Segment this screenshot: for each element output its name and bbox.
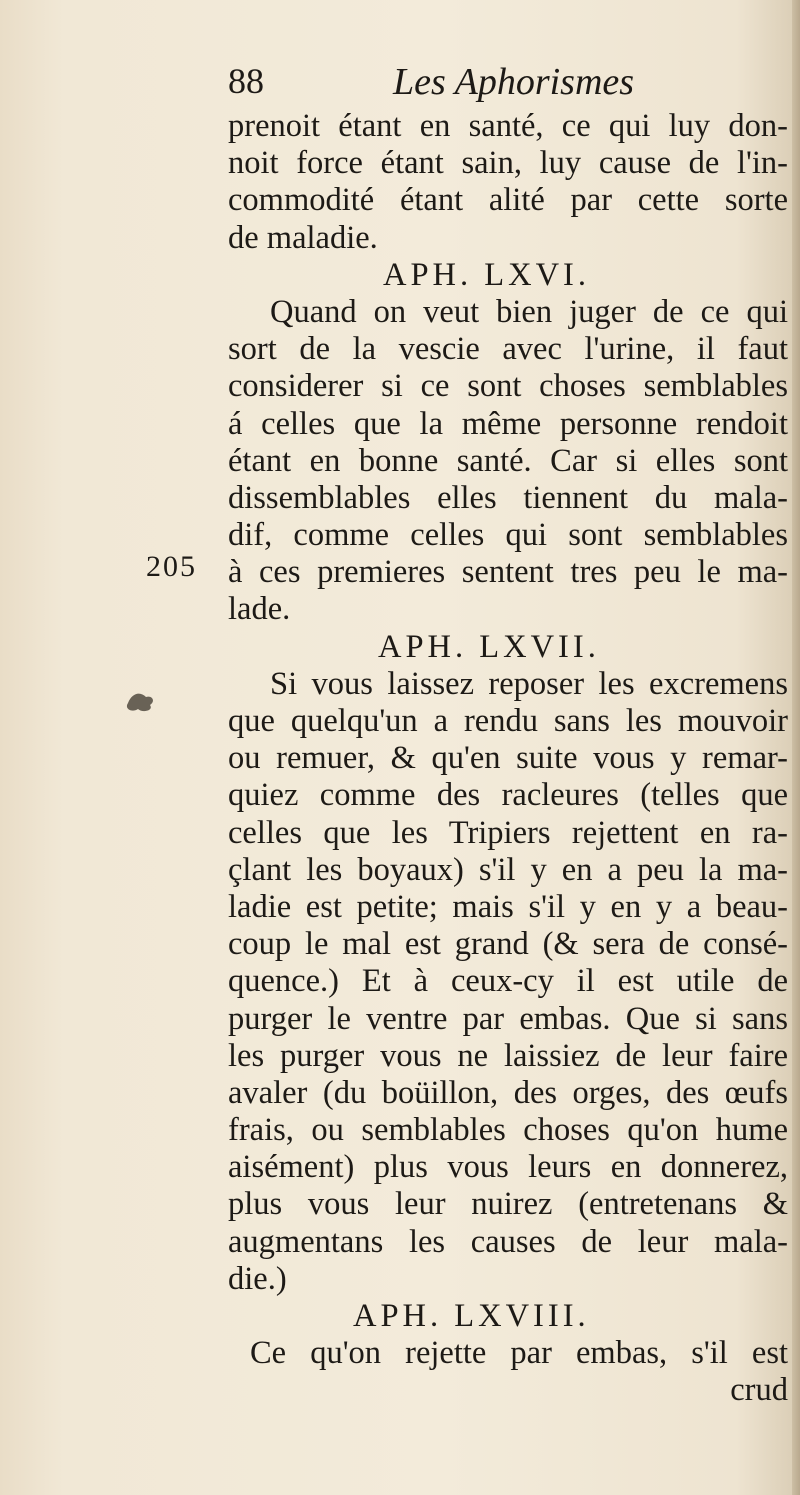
text-line: Ce qu'on rejette par embas, s'il est bbox=[250, 1335, 788, 1372]
text-line: die.) bbox=[228, 1260, 287, 1297]
text-line: Quand on veut bien juger de ce qui bbox=[270, 293, 788, 330]
text-line: quence.) Et à ceux-cy il est utile de bbox=[228, 963, 788, 1000]
text-line: de maladie. bbox=[228, 219, 378, 256]
text-line: lade. bbox=[228, 591, 291, 628]
text-line: dif, comme celles qui sont semblables bbox=[228, 517, 788, 554]
text-line: plus vous leur nuirez (entretenans & bbox=[228, 1186, 788, 1223]
text-line: çlant les boyaux) s'il y en a peu la ma- bbox=[228, 851, 788, 888]
text-line: que quelqu'un a rendu sans les mouvoir bbox=[228, 703, 788, 739]
text-line: dissemblables elles tiennent du mala- bbox=[228, 479, 788, 516]
text-line: Si vous laissez reposer les excremens bbox=[270, 665, 788, 702]
page-gutter bbox=[792, 0, 800, 1495]
text-line: prenoit étant en santé, ce qui luy don- bbox=[228, 108, 788, 144]
text-line: sort de la vescie avec l'urine, il faut bbox=[228, 331, 788, 368]
text-line: quiez comme des racleures (telles que bbox=[228, 777, 788, 814]
text-line: augmentans les causes de leur mala- bbox=[228, 1223, 788, 1260]
page-body bbox=[228, 108, 788, 1410]
text-line: frais, ou semblables choses qu'on hume bbox=[228, 1112, 788, 1149]
aphorism-heading: APH. LXVI. bbox=[383, 256, 591, 293]
text-line: celles que les Tripiers rejettent en ra- bbox=[228, 814, 788, 851]
text-line: coup le mal est grand (& sera de consé- bbox=[228, 926, 788, 963]
text-line: ladie est petite; mais s'il y en y a beau- bbox=[228, 888, 788, 925]
text-line: aisément) plus vous leurs en donnerez, bbox=[228, 1149, 788, 1186]
text-line: ou remuer, & qu'en suite vous y remar- bbox=[228, 740, 788, 777]
aphorism-heading: APH. LXVIII. bbox=[353, 1298, 590, 1334]
text-line: commodité étant alité par cette sorte bbox=[228, 182, 788, 219]
text-line: considerer si ce sont choses semblables bbox=[228, 368, 788, 405]
page-header bbox=[228, 60, 788, 110]
text-line: purger le ventre par embas. Que si sans bbox=[228, 1000, 788, 1037]
text-line: les purger vous ne laissiez de leur faire bbox=[228, 1037, 788, 1074]
text-line: avaler (du boüillon, des orges, des œufs bbox=[228, 1074, 788, 1111]
running-title: Les Aphorismes bbox=[393, 61, 635, 103]
catchword: crud bbox=[730, 1372, 788, 1409]
text-line: étant en bonne santé. Car si elles sont bbox=[228, 442, 788, 479]
page-number: 88 bbox=[228, 61, 264, 101]
ink-blot bbox=[120, 685, 160, 715]
text-line: noit force étant sain, luy cause de l'in- bbox=[228, 145, 788, 182]
margin-note: 205 bbox=[146, 550, 197, 583]
aphorism-heading: APH. LXVII. bbox=[378, 628, 600, 665]
text-line: á celles que la même personne rendoit bbox=[228, 405, 788, 442]
text-line: à ces premieres sentent tres peu le ma- bbox=[228, 554, 788, 591]
